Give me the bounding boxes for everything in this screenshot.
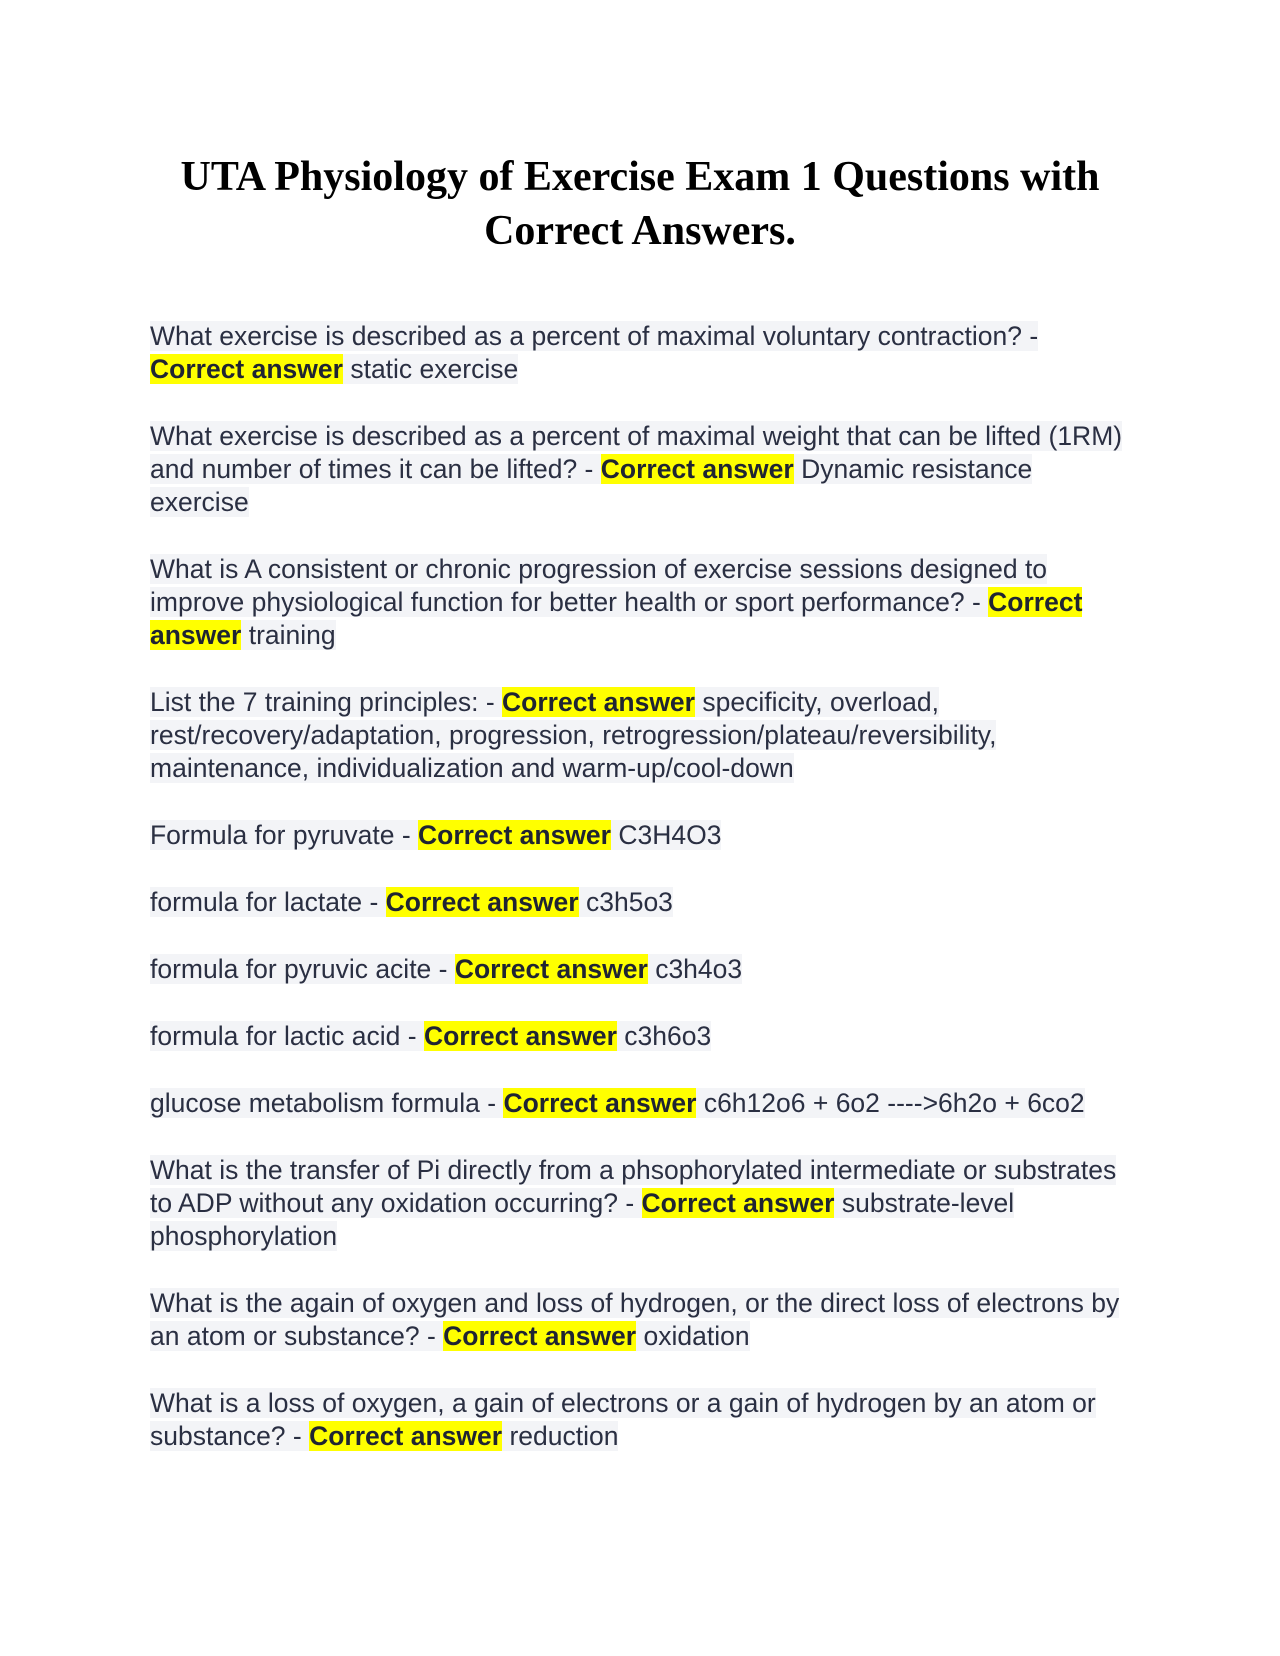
- qa-item: [150, 819, 1130, 852]
- question-text: formula for pyruvic acite: [150, 954, 432, 984]
- separator: -: [400, 1021, 424, 1051]
- separator: -: [479, 1088, 504, 1118]
- correct-answer-label: Correct answer: [443, 1321, 637, 1351]
- correct-answer-label: Correct answer: [150, 587, 1083, 650]
- correct-answer-label: Correct answer: [454, 954, 648, 984]
- document-title: UTA Physiology of Exercise Exam 1 Questions with Correct Answers.: [180, 154, 1100, 254]
- correct-answer-label: Correct answer: [418, 820, 611, 850]
- separator: -: [964, 587, 989, 617]
- qa-item: [150, 953, 1130, 986]
- answer-text: c3h6o3: [624, 1021, 712, 1051]
- question-text: glucose metabolism formula: [150, 1088, 480, 1118]
- qa-item: [150, 1087, 1130, 1120]
- answer-text: specificity, overload, rest/recovery/adaptation, progression, retrogression/plateau/reversibility, maintenance, individualization and warm-up/cool-down: [150, 687, 997, 783]
- answer-text: substrate-level phosphorylation: [150, 1188, 1015, 1251]
- correct-answer-label: Correct answer: [641, 1188, 835, 1218]
- qa-item: [150, 553, 1130, 652]
- qa-item: [150, 1387, 1130, 1453]
- qa-item: [150, 320, 1130, 386]
- question-text: formula for lactic acid: [150, 1021, 401, 1051]
- separator: -: [285, 1421, 310, 1451]
- question-text: What exercise is described as a percent of maximal weight that can be lifted (1RM) and number of times it can be lifted?: [150, 421, 1123, 484]
- answer-text: C3H4O3: [618, 820, 722, 850]
- correct-answer-label: Correct answer: [385, 887, 579, 917]
- question-text: Formula for pyruvate: [150, 820, 395, 850]
- question-text: What is the again of oxygen and loss of hydrogen, or the direct loss of electrons by an atom or substance?: [150, 1288, 1120, 1351]
- answer-text: reduction: [509, 1421, 619, 1451]
- answer-text: training: [248, 620, 336, 650]
- separator: -: [419, 1321, 444, 1351]
- question-text: What is the transfer of Pi directly from a phsophorylated intermediate or substrates to ADP without any oxidation occurring?: [150, 1155, 1117, 1218]
- correct-answer-label: Correct answer: [502, 687, 695, 717]
- answer-text: static exercise: [350, 354, 519, 384]
- separator: -: [577, 454, 601, 484]
- separator: -: [362, 887, 386, 917]
- question-text: What exercise is described as a percent of maximal voluntary contraction?: [150, 321, 1022, 351]
- qa-item: [150, 1154, 1130, 1253]
- qa-list: [150, 320, 1130, 1487]
- correct-answer-label: Correct answer: [423, 1021, 617, 1051]
- question-text: What is a loss of oxygen, a gain of electrons or a gain of hydrogen by an atom or substance?: [150, 1388, 1096, 1451]
- correct-answer-label: Correct answer: [503, 1088, 697, 1118]
- qa-item: [150, 886, 1130, 919]
- qa-item: [150, 420, 1130, 519]
- question-text: What is A consistent or chronic progression of exercise sessions designed to improve physiological function for better health or sport performance?: [150, 554, 1048, 617]
- answer-text: oxidation: [643, 1321, 750, 1351]
- separator: -: [431, 954, 455, 984]
- answer-text: Dynamic resistance exercise: [150, 454, 1033, 517]
- answer-text: c3h4o3: [655, 954, 743, 984]
- question-text: formula for lactate: [150, 887, 363, 917]
- correct-answer-label: Correct answer: [600, 454, 794, 484]
- separator: -: [478, 687, 503, 717]
- separator: -: [394, 820, 419, 850]
- answer-text: c6h12o6 + 6o2 ---->6h2o + 6co2: [703, 1088, 1085, 1118]
- qa-item: [150, 686, 1130, 785]
- qa-item: [150, 1287, 1130, 1353]
- separator: -: [617, 1188, 642, 1218]
- question-text: List the 7 training principles:: [150, 687, 479, 717]
- answer-text: c3h5o3: [585, 887, 673, 917]
- qa-item: [150, 1020, 1130, 1053]
- correct-answer-label: Correct answer: [309, 1421, 503, 1451]
- correct-answer-label: Correct answer: [150, 354, 343, 384]
- separator: -: [1021, 321, 1039, 351]
